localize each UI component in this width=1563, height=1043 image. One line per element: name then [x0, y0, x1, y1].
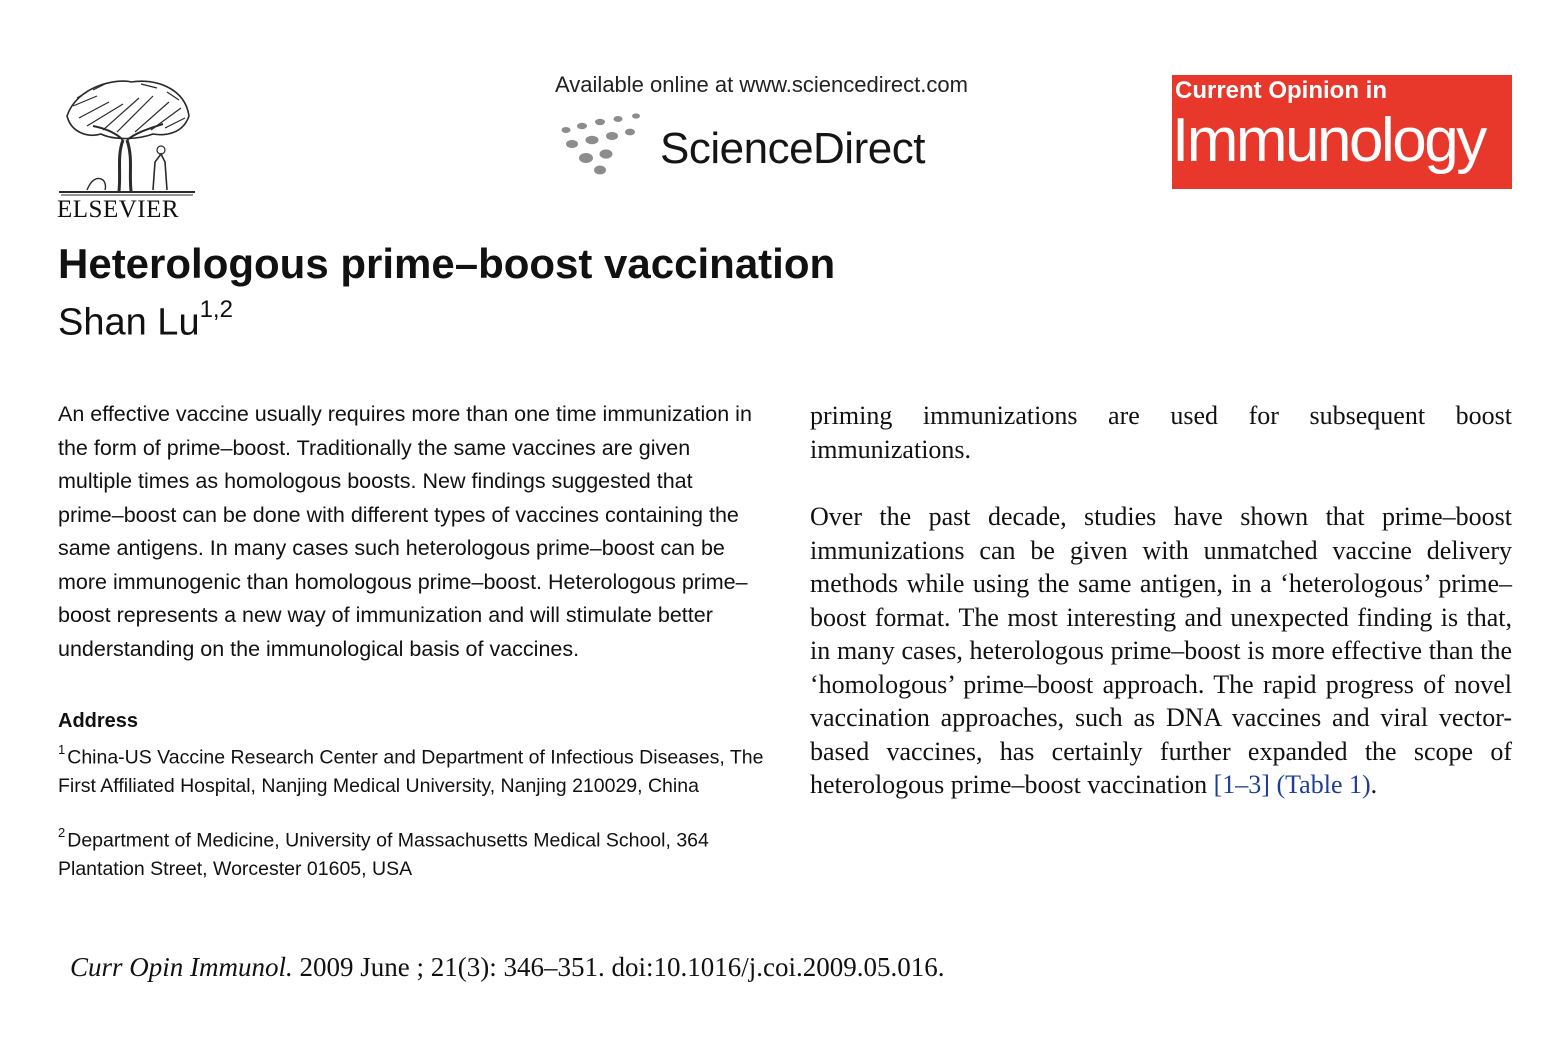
sciencedirect-dots-icon: [556, 108, 660, 178]
journal-logo: [1172, 75, 1512, 189]
citation-journal: Curr Opin Immunol.: [70, 952, 293, 982]
author-line: [58, 296, 233, 345]
elsevier-logo: [57, 76, 197, 226]
reference-link[interactable]: [1–3]: [1213, 770, 1270, 799]
journal-prefix: Current Opinion in: [1175, 77, 1387, 104]
affiliation-2: [58, 821, 778, 883]
available-online-label: Available online at www.sciencedirect.com: [555, 72, 968, 97]
citation-line: [70, 952, 944, 983]
journal-name: Immunology: [1172, 106, 1485, 175]
body-paragraph-2-end: .: [1370, 770, 1378, 799]
body-paragraph-2: [810, 500, 1512, 802]
sciencedirect-wordmark: ScienceDirect: [660, 124, 925, 173]
affiliation-2-mark: 2: [58, 825, 66, 840]
citation-details: 2009 June ; 21(3): 346–351. doi:10.1016/j.coi.2009.05.016.: [292, 952, 945, 982]
elsevier-wordmark: ELSEVIER: [57, 196, 180, 223]
affiliation-2-text: Department of Medicine, University of Massachusetts Medical School, 364 Plantation Street, Worcester 01605, USA: [58, 829, 709, 880]
body-paragraph-2-text: Over the past decade, studies have shown that prime–boost immunizations can be given with unmatched vaccine delivery methods while using the same antigen, in a ‘heterologous’ prime–boost format. The most interesting and unexpected finding is that, in many cases, heterologous prime–boost is more effective than the ‘homologous’ prime–boost approach. The rapid progress of novel vaccination approaches, such as DNA vaccines and viral vector-based vaccines, has certainly further expanded the scope of heterologous prime–boost vaccination: [810, 502, 1512, 799]
article-title: Heterologous prime–boost vaccination: [58, 240, 836, 287]
body-paragraph-1: priming immunizations are used for subsequent boost immunizations.: [810, 401, 1512, 464]
author-affiliation-marks: 1,2: [199, 296, 233, 323]
address-heading: Address: [58, 710, 139, 732]
affiliation-1-text: China-US Vaccine Research Center and Department of Infectious Diseases, The First Affiliated Hospital, Nanjing Medical University, Nanjing 210029, China: [58, 746, 764, 797]
affiliation-1: [58, 738, 778, 800]
abstract-text: An effective vaccine usually requires more than one time immunization in the form of prime–boost. Traditionally the same vaccines are given multiple times as homologous boosts. New findings suggested that prime–boost can be done with different types of vaccines containing the same antigens. In many cases such heterologous prime–boost can be more immunogenic than homologous prime–boost. Heterologous prime–boost represents a new way of immunization and will stimulate better understanding on the immunological basis of vaccines.: [58, 402, 752, 661]
sciencedirect-logo: [556, 108, 976, 178]
affiliation-1-mark: 1: [58, 742, 66, 757]
author-name: Shan Lu: [58, 301, 200, 344]
table-1-link[interactable]: (Table 1): [1276, 770, 1371, 799]
